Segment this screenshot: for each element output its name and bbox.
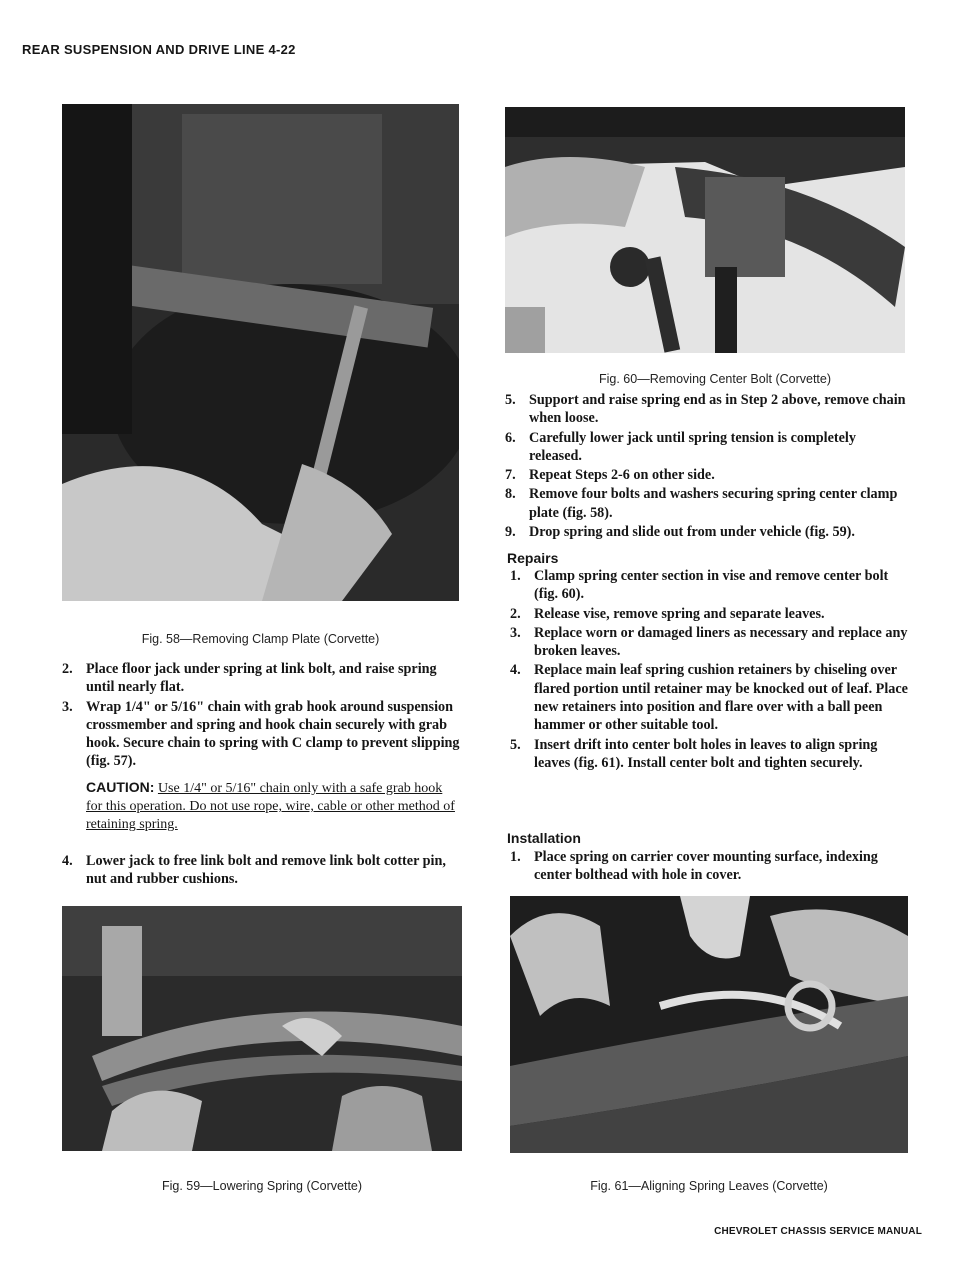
left-steps-2 xyxy=(62,852,462,890)
fig61-caption: Fig. 61—Aligning Spring Leaves (Corvette) xyxy=(590,1179,828,1193)
repairs-steps xyxy=(510,567,910,773)
caution-text: Use 1/4" or 5/16" chain only with a safe grab hook for this operation. Do not use rope, wire, cable or other method of retaining spring. xyxy=(86,781,455,832)
step-text: Remove four bolts and washers securing spring center clamp plate (fig. 58). xyxy=(529,486,898,521)
page-header: REAR SUSPENSION AND DRIVE LINE 4-22 xyxy=(22,42,296,57)
step-number: 2. xyxy=(62,661,73,677)
step-text: Support and raise spring end as in Step 2 above, remove chain when loose. xyxy=(529,392,906,427)
list-item xyxy=(505,429,910,466)
step-text: Place spring on carrier cover mounting surface, indexing center bolthead with hole in cover. xyxy=(534,849,878,884)
fig58-photo xyxy=(62,104,459,601)
step-number: 6. xyxy=(505,429,516,446)
step-text: Replace main leaf spring cushion retainers by chiseling over flared portion until retainer may be knocked out of leaf. Place new retainers into position and flare over with a ball peen hammer or other suitable tool. xyxy=(534,662,908,734)
step-text: Release vise, remove spring and separate leaves. xyxy=(534,605,825,622)
installation-title: Installation xyxy=(507,830,581,846)
page-footer: CHEVROLET CHASSIS SERVICE MANUAL xyxy=(714,1226,922,1237)
step-number: 1. xyxy=(510,568,521,584)
step-number: 4. xyxy=(510,662,521,679)
step-number: 5. xyxy=(510,736,521,753)
step-number: 8. xyxy=(505,486,516,503)
list-item xyxy=(505,523,910,541)
step-number: 7. xyxy=(505,467,516,484)
step-text: Carefully lower jack until spring tension is completely released. xyxy=(529,429,856,464)
fig60-photo xyxy=(505,107,905,353)
step-text: Drop spring and slide out from under vehicle (fig. 59). xyxy=(529,524,855,541)
list-item xyxy=(510,848,910,885)
caution-note xyxy=(86,778,461,834)
list-item xyxy=(510,661,910,734)
fig60-caption: Fig. 60—Removing Center Bolt (Corvette) xyxy=(598,372,832,386)
step-number: 4. xyxy=(62,853,73,869)
step-text: Replace worn or damaged liners as necessary and replace any broken leaves. xyxy=(534,624,908,660)
step-text: Lower jack to free link bolt and remove link bolt cotter pin, nut and rubber cushions. xyxy=(86,853,446,888)
step-number: 5. xyxy=(505,392,516,408)
list-item xyxy=(510,605,910,623)
list-item xyxy=(62,852,462,889)
fig61-photo xyxy=(510,896,908,1153)
list-item xyxy=(510,624,910,661)
list-item xyxy=(505,466,910,484)
step-text: Clamp spring center section in vise and remove center bolt (fig. 60). xyxy=(534,568,889,603)
list-item xyxy=(505,391,910,428)
fig58-caption: Fig. 58—Removing Clamp Plate (Corvette) xyxy=(141,632,380,646)
left-steps xyxy=(62,660,462,772)
step-number: 9. xyxy=(505,524,516,541)
step-text: Repeat Steps 2-6 on other side. xyxy=(529,467,715,484)
step-number: 2. xyxy=(510,605,521,622)
fig59-photo xyxy=(62,906,462,1151)
caution-label: CAUTION: xyxy=(86,779,155,795)
fig59-caption: Fig. 59—Lowering Spring (Corvette) xyxy=(161,1179,363,1193)
step-text: Insert drift into center bolt holes in leaves to align spring leaves (fig. 61). Install center bolt and tighten securely. xyxy=(534,736,878,771)
step-text: Wrap 1/4" or 5/16" chain with grab hook around suspension crossmember and spring and hook chain securely with grab hook. Secure chain to spring with C clamp to prevent slipping (fig. 57). xyxy=(86,698,460,770)
list-item xyxy=(510,736,910,773)
repairs-title: Repairs xyxy=(507,550,559,566)
list-item xyxy=(510,567,910,604)
installation-steps xyxy=(510,848,910,886)
list-item xyxy=(62,660,462,697)
step-number: 1. xyxy=(510,849,521,865)
list-item xyxy=(505,485,910,522)
step-number: 3. xyxy=(510,624,521,641)
right-steps xyxy=(505,391,910,542)
list-item xyxy=(62,698,462,771)
step-text: Place floor jack under spring at link bolt, and raise spring until nearly flat. xyxy=(86,661,437,696)
step-number: 3. xyxy=(62,698,73,715)
